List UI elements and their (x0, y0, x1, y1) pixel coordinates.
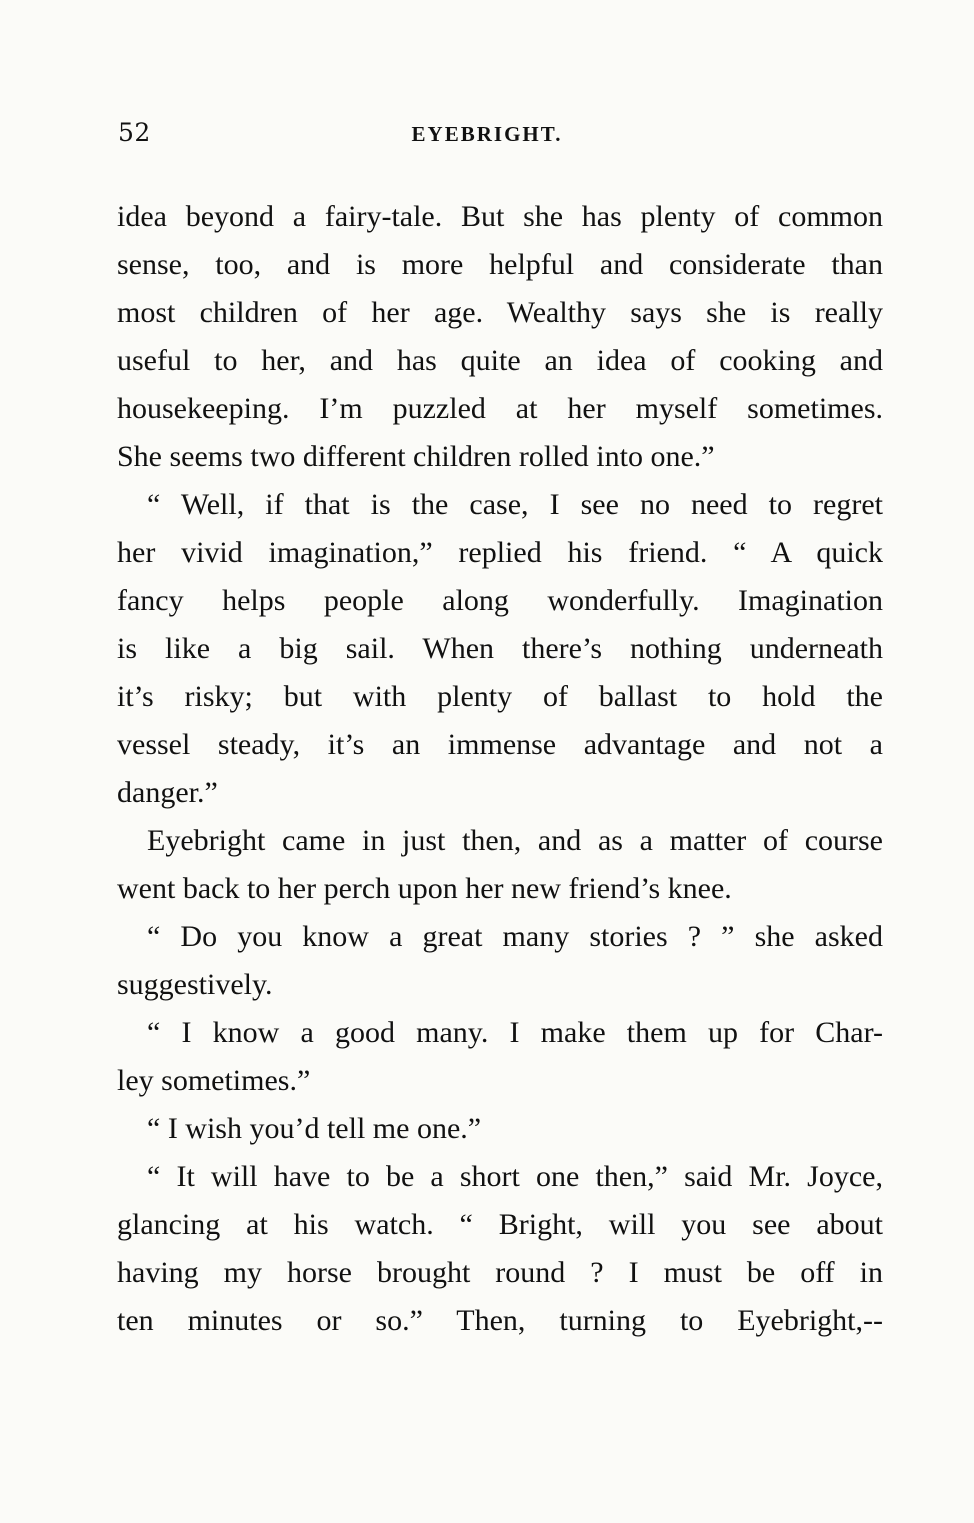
text-line: sense, too, and is more helpful and considerate than (117, 248, 883, 281)
text-line: She seems two different children rolled into one.” (117, 440, 715, 473)
text-line: suggestively. (117, 968, 273, 1001)
text-line: her vivid imagination,” replied his friend. “ A quick (117, 536, 883, 569)
text-line: “ Do you know a great many stories ? ” she asked (147, 920, 883, 953)
text-line: is like a big sail. When there’s nothing underneath (117, 632, 883, 665)
text-line: Eyebright came in just then, and as a matter of course (147, 824, 883, 857)
text-line: idea beyond a fairy-tale. But she has plenty of common (117, 200, 883, 233)
text-line: glancing at his watch. “ Bright, will you see about (117, 1208, 883, 1241)
text-line: most children of her age. Wealthy says she is really (117, 296, 883, 329)
page-number: 52 (118, 118, 151, 147)
text-line: fancy helps people along wonderfully. Imagination (117, 584, 883, 617)
text-line: having my horse brought round ? I must be off in (117, 1256, 883, 1289)
text-line: “ Well, if that is the case, I see no need to regret (147, 488, 883, 521)
text-line: “ It will have to be a short one then,” said Mr. Joyce, (147, 1160, 883, 1193)
text-line: it’s risky; but with plenty of ballast to hold the (117, 680, 883, 713)
text-line: ley sometimes.” (117, 1064, 311, 1097)
text-line: vessel steady, it’s an immense advantage and not a (117, 728, 883, 761)
text-line: went back to her perch upon her new friend’s knee. (117, 872, 732, 905)
text-line: useful to her, and has quite an idea of cooking and (117, 344, 883, 377)
body-text (117, 193, 883, 1345)
text-line: ten minutes or so.” Then, turning to Eyebright,-- (117, 1304, 883, 1337)
text-line: housekeeping. I’m puzzled at her myself sometimes. (117, 392, 883, 425)
text-line: danger.” (117, 776, 218, 809)
text-line: “ I wish you’d tell me one.” (147, 1112, 482, 1145)
running-head: EYEBRIGHT. (411, 122, 563, 146)
text-line: “ I know a good many. I make them up for Char- (147, 1016, 883, 1049)
